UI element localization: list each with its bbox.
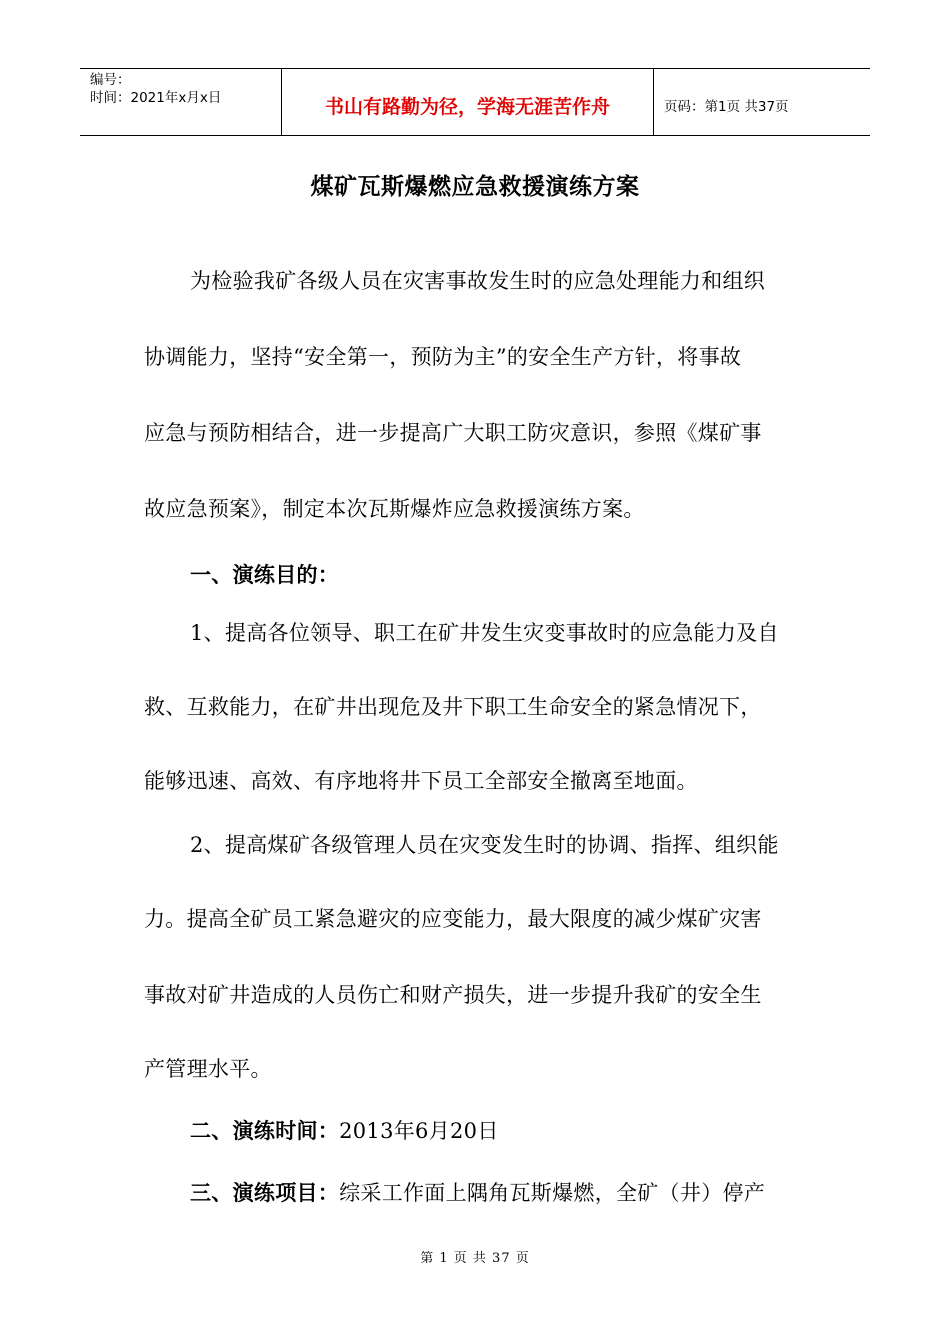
- header-motto: 书山有路勤为径，学海无涯苦作舟: [282, 69, 654, 135]
- paragraph-line: 产管理水平。: [144, 1057, 272, 1081]
- section-time: [190, 1116, 499, 1146]
- paragraph-line: 故应急预案》，制定本次瓦斯爆炸应急救援演练方案。: [144, 497, 645, 521]
- paragraph-line: 能够迅速、高效、有序地将井下员工全部安全撤离至地面。: [144, 769, 698, 793]
- document-title: 煤矿瓦斯爆燃应急救援演练方案: [310, 174, 640, 200]
- document-header: [80, 68, 870, 136]
- paragraph-line: 为检验我矿各级人员在灾害事故发生时的应急处理能力和组织: [190, 269, 766, 293]
- page-footer: 第 1 页 共 37 页: [420, 1251, 530, 1266]
- section-heading: 三、演练项目：: [190, 1180, 340, 1205]
- header-page-info: 页码：第1页 共37页: [664, 99, 789, 115]
- document-time-label: 时间：2021年x月x日: [90, 90, 222, 106]
- paragraph-line: 救、互救能力，在矿井出现危及井下职工生命安全的紧急情况下，: [144, 695, 762, 719]
- paragraph-line: 协调能力，坚持“安全第一，预防为主”的安全生产方针，将事故: [144, 345, 742, 369]
- section-heading: 一、演练目的：: [190, 562, 340, 587]
- document-number-label: 编号：: [90, 72, 131, 88]
- paragraph-line: 事故对矿井造成的人员伤亡和财产损失，进一步提升我矿的安全生: [144, 983, 762, 1007]
- paragraph-line: 2、提高煤矿各级管理人员在灾变发生时的协调、指挥、组织能: [190, 833, 779, 857]
- header-meta: [80, 69, 282, 135]
- paragraph-line: 应急与预防相结合，进一步提高广大职工防灾意识，参照《煤矿事: [144, 421, 762, 445]
- paragraph-line: 力。提高全矿员工紧急避灾的应变能力，最大限度的减少煤矿灾害: [144, 907, 762, 931]
- section-project: [190, 1178, 765, 1208]
- paragraph-line: 1、提高各位领导、职工在矿井发生灾变事故时的应急能力及自: [190, 621, 779, 645]
- section-value: 2013年6月20日: [339, 1119, 499, 1143]
- section-heading: 二、演练时间：: [190, 1118, 340, 1143]
- section-value: 综采工作面上隅角瓦斯爆燃，全矿（井）停产: [339, 1181, 766, 1205]
